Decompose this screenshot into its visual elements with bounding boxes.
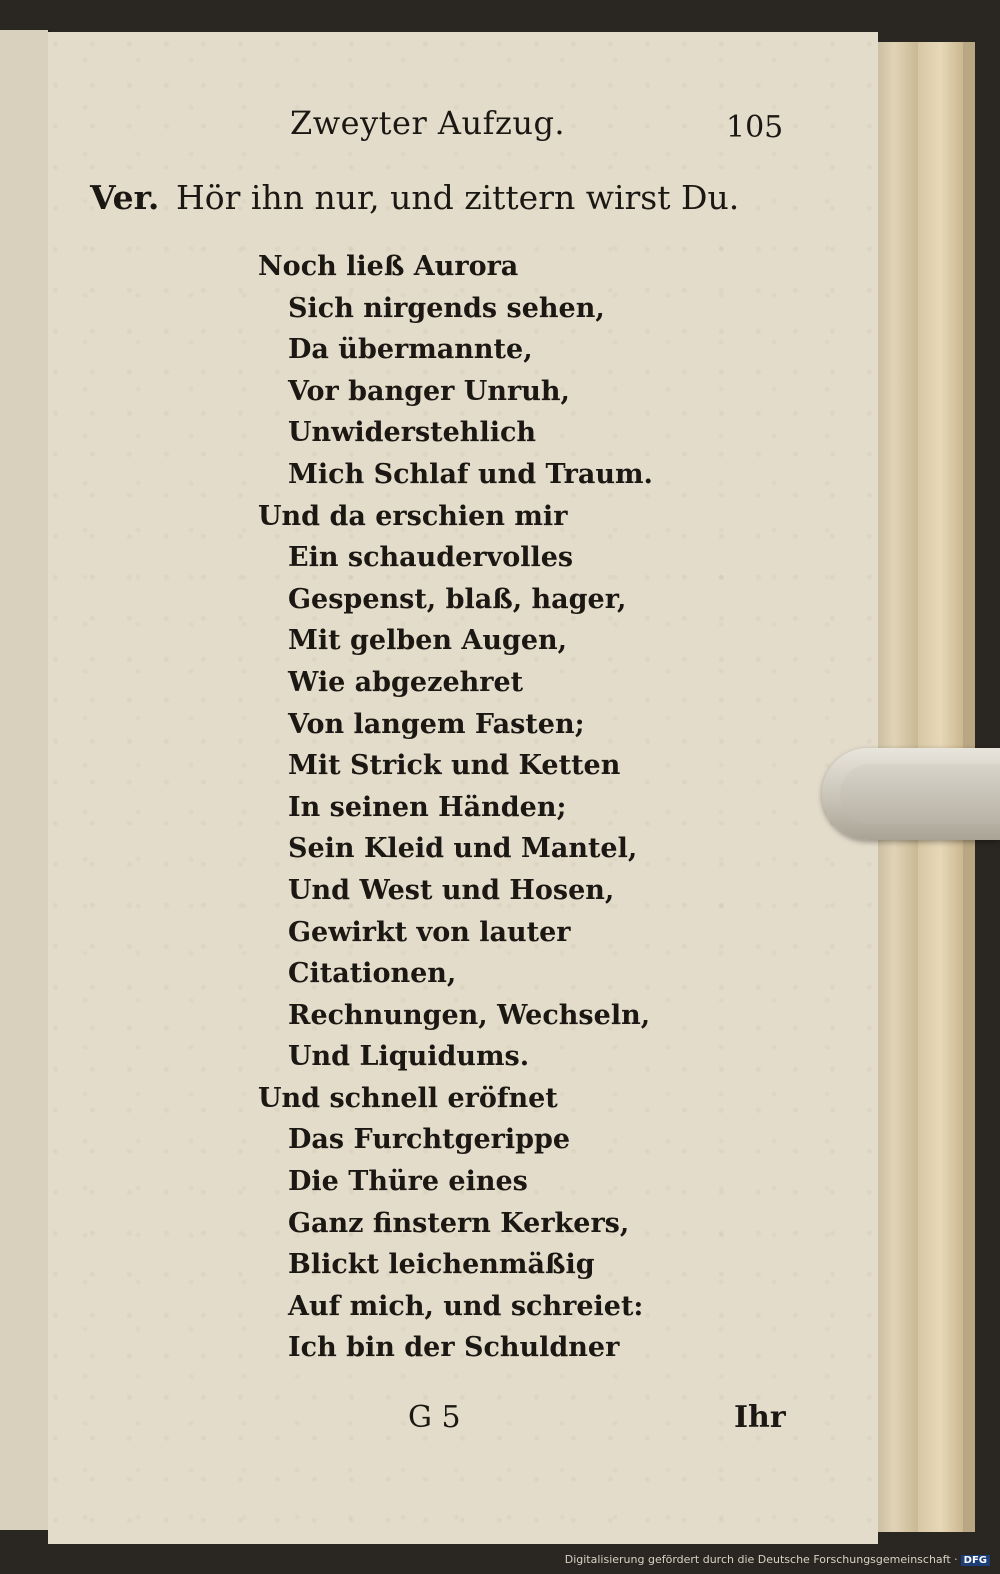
verse-line: In seinen Händen;	[288, 791, 567, 823]
verse-line: Da übermannte,	[288, 334, 533, 366]
verse-line: Citationen,	[288, 958, 457, 990]
verse-line: Und West und Hosen,	[288, 874, 615, 906]
verse-line: Noch ließ Aurora	[258, 251, 519, 282]
verse-line: Sein Kleid und Mantel,	[288, 833, 638, 865]
verse-line: Mit Strick und Ketten	[288, 750, 621, 782]
speech-line: Hör ihn nur, und zittern wirst Du.	[176, 178, 740, 217]
verse-line: Und Liquidums.	[288, 1041, 530, 1073]
dfg-logo: DFG	[961, 1555, 990, 1566]
verse-line: Ganz finstern Kerkers,	[288, 1207, 630, 1239]
verse-line: Gewirkt von lauter	[288, 916, 571, 948]
credit-text: Digitalisierung gefördert durch die Deutsche Forschungsgemeinschaft ·	[564, 1553, 958, 1566]
verse-block	[258, 246, 653, 1369]
verse-line: Auf mich, und schreiet:	[288, 1290, 644, 1322]
verse-line: Mit gelben Augen,	[288, 625, 568, 657]
verse-line: Mich Schlaf und Traum.	[288, 458, 653, 490]
verse-line: Wie abgezehret	[288, 666, 524, 698]
verse-line: Ein schaudervolles	[288, 542, 574, 574]
facing-page-edge	[0, 30, 50, 1530]
page-number: 105	[726, 110, 784, 145]
verse-line: Gespenst, blaß, hager,	[288, 583, 627, 615]
verse-line: Und schnell eröfnet	[258, 1082, 558, 1114]
running-title: Zweyter Aufzug.	[290, 104, 566, 142]
verse-line: Vor banger Unruh,	[288, 375, 570, 407]
page-clip-highlight	[840, 764, 1000, 824]
verse-line: Die Thüre eines	[288, 1166, 528, 1198]
catchword: Ihr	[734, 1400, 786, 1435]
verse-line: Rechnungen, Wechseln,	[288, 999, 651, 1031]
verse-line: Von langem Fasten;	[288, 708, 585, 740]
speaker-name: Ver.	[90, 178, 160, 217]
verse-line: Und da erschien mir	[258, 500, 568, 532]
signature-mark: G 5	[408, 1400, 461, 1435]
digitization-credit	[565, 1553, 990, 1566]
verse-line: Ich bin der Schuldner	[288, 1332, 620, 1364]
verse-line: Blickt leichenmäßig	[288, 1249, 595, 1281]
verse-line: Unwiderstehlich	[288, 417, 537, 449]
verse-line: Sich nirgends sehen,	[288, 292, 605, 324]
verse-line: Das Furchtgerippe	[288, 1124, 571, 1156]
